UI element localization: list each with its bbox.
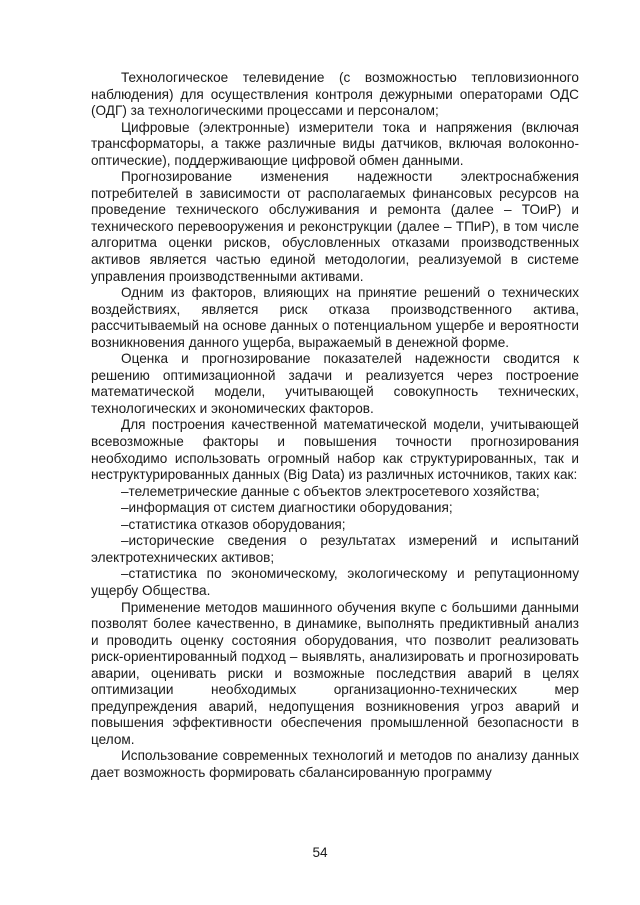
list-item-damage-statistics: –статистика по экономическому, экологическому и репутационному ущербу Общества. [91,566,579,598]
list-item-historical-measurements: –исторические сведения о результатах измерений и испытаний электротехнических активов; [91,533,579,565]
paragraph-tech-television: Технологическое телевидение (с возможностью тепловизионного наблюдения) для осуществления контроля дежурными операторами ОДС (ОДГ) за технологическими процессами и персоналом; [91,70,579,119]
body-text [91,70,579,782]
list-item-failure-statistics: –статистика отказов оборудования; [121,516,346,532]
paragraph-modern-technologies: Использование современных технологий и методов по анализу данных дает возможность формировать сбалансированную программу [91,748,579,780]
paragraph-reliability-forecast: Прогнозирование изменения надежности электроснабжения потребителей в зависимости от располагаемых финансовых ресурсов на проведение технического обслуживания и ремонта (далее – ТОиР) и технического перевооружения и реконструкции (далее – ТПиР), в том числе алгоритма оценки рисков, обусловленных отказами производственных активов является частью единой методологии, реализуемой в системе управления производственными активами. [91,169,579,284]
paragraph-big-data: Для построения качественной математической модели, учитывающей всевозможные факторы и повышения точности прогнозирования необходимо использовать огромный набор как структурированных, так и неструктурированных данных (Big Data) из различных источников, таких как: [91,417,579,483]
list-item-telemetry: –телеметрические данные с объектов электросетевого хозяйства; [121,483,540,499]
paragraph-failure-risk: Одним из факторов, влияющих на принятие решений о технических воздействиях, является риск отказа производственного актива, рассчитываемый на основе данных о потенциальном ущербе и вероятности возникновения данного ущерба, выражаемый в денежной форме. [91,285,579,350]
paragraph-optimization-task: Оценка и прогнозирование показателей надежности сводится к решению оптимизационной задачи и реализуется через построение математической модели, учитывающей совокупность технических, технологических и экономических факторов. [91,351,579,416]
page-number: 54 [312,845,328,860]
list-item-diagnostics: –информация от систем диагностики оборудования; [121,500,453,516]
paragraph-digital-meters: Цифровые (электронные) измерители тока и напряжения (включая трансформаторы, а также различные виды датчиков, включая волоконно-оптические), поддерживающие цифровой обмен данными. [91,119,579,168]
paragraph-machine-learning: Применение методов машинного обучения вкупе с большими данными позволят более качественно, в динамике, выполнять предиктивный анализ и проводить оценку состояния оборудования, что позволит реализовать риск-ориентированный подход – выявлять, анализировать и прогнозировать аварии, оценивать риски и возможные последствия аварий в целях оптимизации необходимых организационно-технических мер предупреждения аварий, недопущения возникновения угроз аварий и повышения эффективности обеспечения промышленной безопасности в целом. [91,599,579,747]
